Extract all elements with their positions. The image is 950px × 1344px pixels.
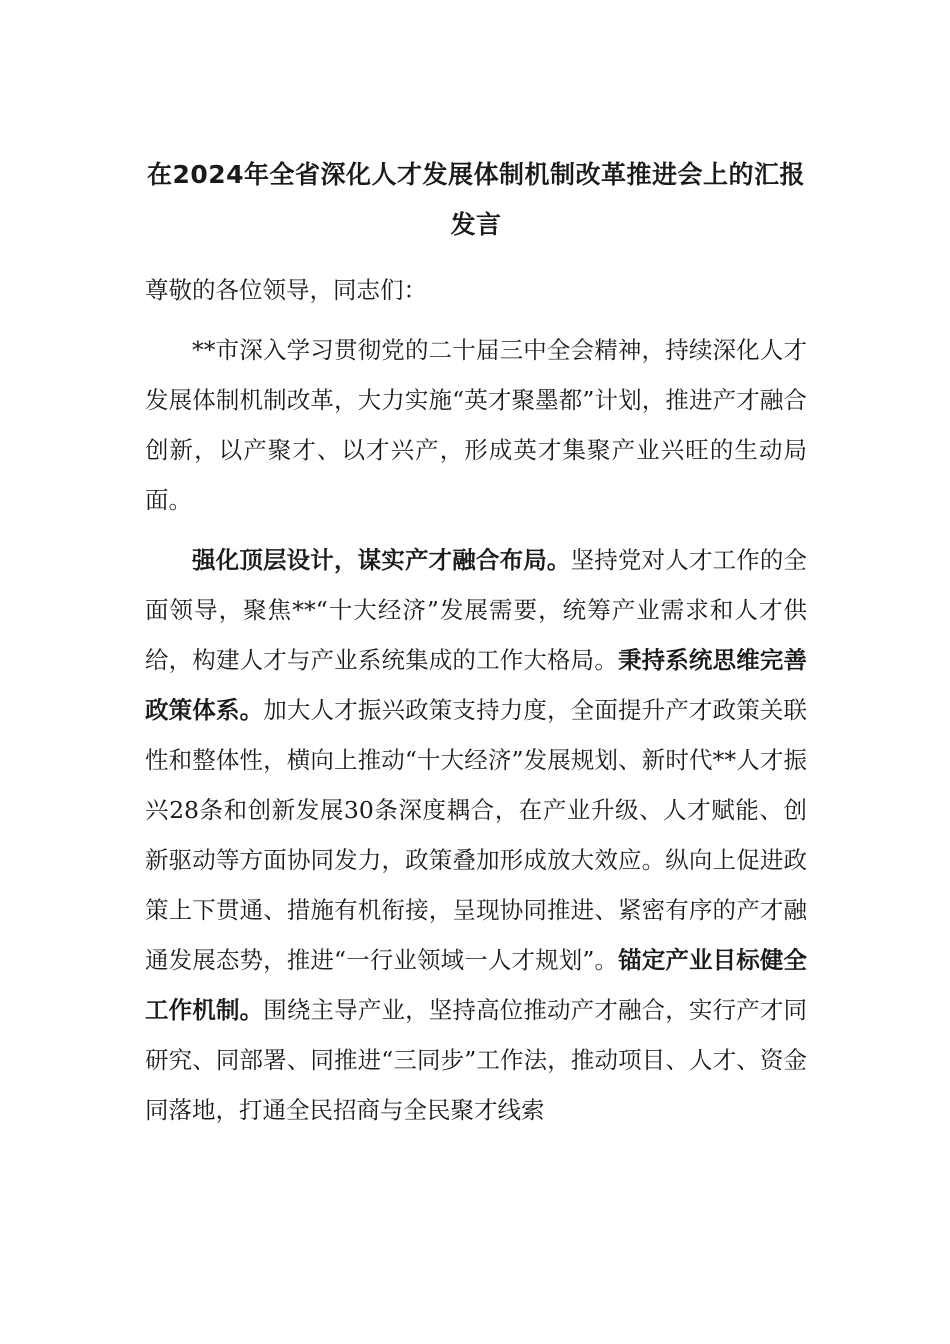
section-text: 坚持党对人才工作的全面领导，聚焦**“十大经济”发展需要，统筹产业需求和人才供给，构建人才与产业系统集成的工作大格局。 xyxy=(145,546,808,674)
subsection-text-policy: 加大人才振兴政策支持力度，全面提升产才政策关联性和整体性，横向上推动“十大经济”发展规划、新时代**人才振兴28条和创新发展30条深度耦合，在产业升级、人才赋能、创新驱动等方面协同发力，政策叠加形成放大效应。纵向上促进政策上下贯通、措施有机衔接，呈现协同推进、紧密有序的产才融通发展态势，推进“一行业领域一人才规划”。 xyxy=(145,696,808,974)
subsection-heading-mechanism: 锚定产业目标健全工作机制。 xyxy=(145,946,808,1024)
section-heading: 强化顶层设计，谋实产才融合布局。 xyxy=(192,546,571,574)
document-title: 在2024年全省深化人才发展体制机制改革推进会上的汇报发言 xyxy=(146,160,806,239)
subsection-heading-policy: 秉持系统思维完善政策体系。 xyxy=(145,646,808,724)
intro-paragraph: **市深入学习贯彻党的二十届三中全会精神，持续深化人才发展体制机制改革，大力实施“英才聚墨都”计划，推进产才融合创新，以产聚才、以才兴产，形成英才集聚产业兴旺的生动局面。 xyxy=(145,336,807,514)
salutation: 尊敬的各位领导，同志们： xyxy=(145,276,427,304)
subsection-text-mechanism: 围绕主导产业，坚持高位推动产才融合，实行产才同研究、同部署、同推进“三同步”工作法，推动项目、人才、资金同落地，打通全民招商与全民聚才线索 xyxy=(145,996,808,1124)
section-paragraph xyxy=(145,535,807,1135)
